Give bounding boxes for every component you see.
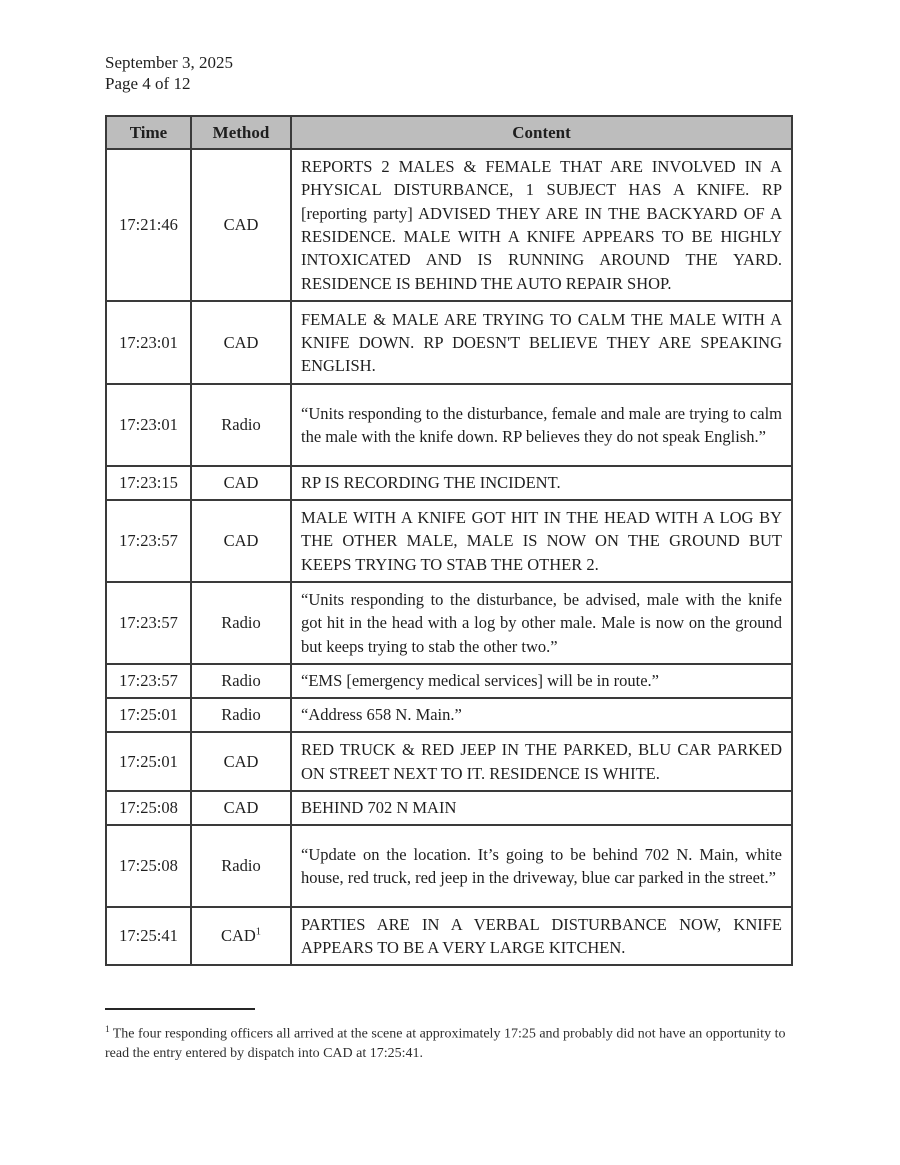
method-cell: Radio	[191, 825, 291, 907]
time-cell: 17:23:15	[106, 466, 191, 500]
method-cell: Radio	[191, 384, 291, 466]
content-cell: RP IS RECORDING THE INCIDENT.	[291, 466, 792, 500]
page-header	[105, 52, 233, 94]
time-cell: 17:23:57	[106, 664, 191, 698]
method-cell: CAD	[191, 500, 291, 582]
content-cell: PARTIES ARE IN A VERBAL DISTURBANCE NOW, KNIFE APPEARS TO BE A VERY LARGE KITCHEN.	[291, 907, 792, 965]
content-cell: FEMALE & MALE ARE TRYING TO CALM THE MALE WITH A KNIFE DOWN. RP DOESN'T BELIEVE THEY ARE SPEAKING ENGLISH.	[291, 301, 792, 384]
column-header-content: Content	[291, 116, 792, 149]
method-cell: CAD	[191, 301, 291, 384]
content-cell: RED TRUCK & RED JEEP IN THE PARKED, BLU CAR PARKED ON STREET NEXT TO IT. RESIDENCE IS WHITE.	[291, 732, 792, 791]
table-row	[106, 500, 792, 582]
content-cell: “Units responding to the disturbance, be advised, male with the knife got hit in the head with a log by other male. Male is now on the ground but keeps trying to stab the other two.”	[291, 582, 792, 664]
table-row	[106, 301, 792, 384]
dispatch-log-table	[105, 115, 793, 966]
content-cell: MALE WITH A KNIFE GOT HIT IN THE HEAD WITH A LOG BY THE OTHER MALE, MALE IS NOW ON THE GROUND BUT KEEPS TRYING TO STAB THE OTHER 2.	[291, 500, 792, 582]
method-cell	[191, 907, 291, 965]
footnote-text: The four responding officers all arrived at the scene at approximately 17:25 and probably did not have an opportunity to read the entry entered by dispatch into CAD at 17:25:41.	[105, 1026, 786, 1062]
method-cell: CAD	[191, 466, 291, 500]
table-row	[106, 149, 792, 301]
content-cell: “Update on the location. It’s going to be behind 702 N. Main, white house, red truck, red jeep in the driveway, blue car parked in the street.”	[291, 825, 792, 907]
method-cell: CAD	[191, 791, 291, 825]
content-cell: BEHIND 702 N MAIN	[291, 791, 792, 825]
method-cell: Radio	[191, 582, 291, 664]
time-cell: 17:25:01	[106, 732, 191, 791]
method-cell: CAD	[191, 732, 291, 791]
table-row	[106, 732, 792, 791]
content-cell: “Units responding to the disturbance, female and male are trying to calm the male with the knife down. RP believes they do not speak English.”	[291, 384, 792, 466]
footnote-marker: 1	[105, 1025, 110, 1035]
time-cell: 17:25:08	[106, 791, 191, 825]
table-row	[106, 664, 792, 698]
method-cell: CAD	[191, 149, 291, 301]
column-header-method: Method	[191, 116, 291, 149]
method-footnote-ref: 1	[255, 926, 262, 938]
table-row	[106, 698, 792, 732]
time-cell: 17:23:01	[106, 301, 191, 384]
time-cell: 17:23:57	[106, 582, 191, 664]
time-cell: 17:23:01	[106, 384, 191, 466]
time-cell: 17:25:08	[106, 825, 191, 907]
footnote	[105, 1021, 793, 1064]
table-row	[106, 384, 792, 466]
page-header-date: September 3, 2025	[105, 53, 233, 72]
page-header-page-number: Page 4 of 12	[105, 74, 191, 93]
table-row	[106, 791, 792, 825]
time-cell: 17:23:57	[106, 500, 191, 582]
table-header-row	[106, 116, 792, 149]
table-row	[106, 825, 792, 907]
table-row	[106, 466, 792, 500]
time-cell: 17:25:41	[106, 907, 191, 965]
method-label: CAD	[220, 926, 256, 945]
table-row	[106, 582, 792, 664]
content-cell: “Address 658 N. Main.”	[291, 698, 792, 732]
content-cell: REPORTS 2 MALES & FEMALE THAT ARE INVOLVED IN A PHYSICAL DISTURBANCE, 1 SUBJECT HAS A KNIFE. RP [reporting party] ADVISED THEY ARE IN THE BACKYARD OF A RESIDENCE. MALE WITH A KNIFE APPEARS TO BE HIGHLY INTOXICATED AND IS RUNNING AROUND THE YARD. RESIDENCE IS BEHIND THE AUTO REPAIR SHOP.	[291, 149, 792, 301]
time-cell: 17:25:01	[106, 698, 191, 732]
table-row	[106, 907, 792, 965]
column-header-time: Time	[106, 116, 191, 149]
content-cell: “EMS [emergency medical services] will be in route.”	[291, 664, 792, 698]
method-cell: Radio	[191, 698, 291, 732]
footnote-separator	[105, 1008, 255, 1010]
method-cell: Radio	[191, 664, 291, 698]
time-cell: 17:21:46	[106, 149, 191, 301]
